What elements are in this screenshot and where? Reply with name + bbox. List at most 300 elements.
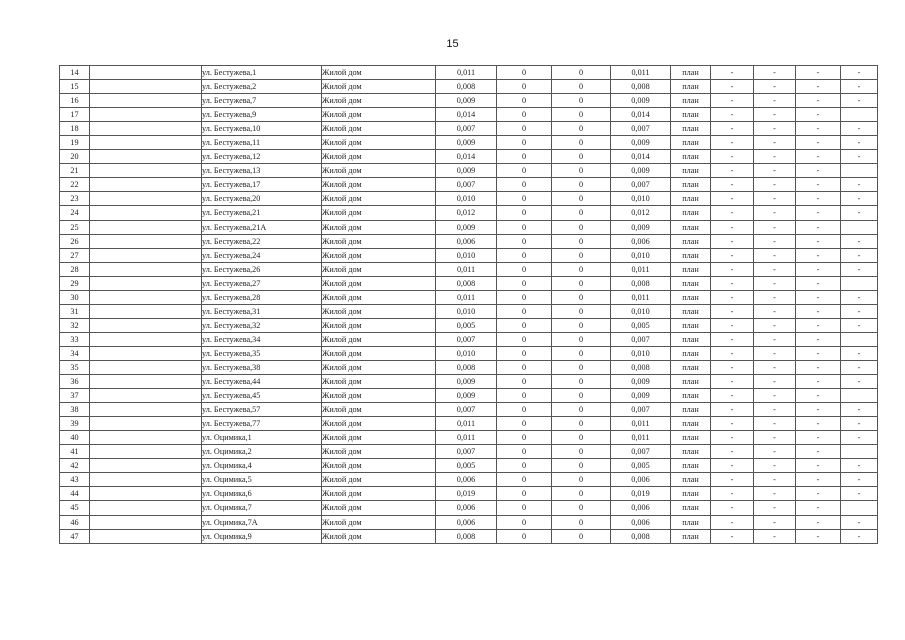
object-type-cell: Жилой дом <box>322 304 436 318</box>
dash-4-cell: - <box>841 318 878 332</box>
value-3-cell: 0 <box>552 445 611 459</box>
dash-1-cell: - <box>711 122 754 136</box>
object-type-cell: Жилой дом <box>322 375 436 389</box>
dash-4-cell <box>841 164 878 178</box>
table-row <box>60 360 878 374</box>
status-cell: план <box>671 276 711 290</box>
address-cell: ул. Бестужева,31 <box>202 304 322 318</box>
value-1-cell: 0,012 <box>436 206 497 220</box>
dash-3-cell: - <box>796 318 841 332</box>
dash-4-cell: - <box>841 417 878 431</box>
value-2-cell: 0 <box>497 417 552 431</box>
object-type-cell: Жилой дом <box>322 178 436 192</box>
row-number-cell: 36 <box>60 375 90 389</box>
value-4-cell: 0,007 <box>611 445 671 459</box>
object-type-cell: Жилой дом <box>322 206 436 220</box>
dash-4-cell: - <box>841 515 878 529</box>
value-4-cell: 0,011 <box>611 290 671 304</box>
dash-3-cell: - <box>796 276 841 290</box>
value-1-cell: 0,010 <box>436 346 497 360</box>
object-type-cell: Жилой дом <box>322 417 436 431</box>
value-2-cell: 0 <box>497 501 552 515</box>
address-cell: ул. Бестужева,21 <box>202 206 322 220</box>
value-1-cell: 0,008 <box>436 360 497 374</box>
dash-3-cell: - <box>796 445 841 459</box>
address-cell: ул. Бестужева,24 <box>202 248 322 262</box>
dash-4-cell: - <box>841 206 878 220</box>
dash-3-cell: - <box>796 122 841 136</box>
dash-4-cell: - <box>841 136 878 150</box>
status-cell: план <box>671 529 711 543</box>
row-number-cell: 17 <box>60 108 90 122</box>
dash-4-cell: - <box>841 375 878 389</box>
status-cell: план <box>671 66 711 80</box>
dash-1-cell: - <box>711 150 754 164</box>
table-row <box>60 206 878 220</box>
dash-1-cell: - <box>711 136 754 150</box>
dash-2-cell: - <box>754 360 796 374</box>
value-2-cell: 0 <box>497 220 552 234</box>
object-type-cell: Жилой дом <box>322 80 436 94</box>
table-row <box>60 66 878 80</box>
address-cell: ул. Бестужева,7 <box>202 94 322 108</box>
table-row <box>60 304 878 318</box>
row-number-cell: 26 <box>60 234 90 248</box>
status-cell: план <box>671 346 711 360</box>
table-row <box>60 417 878 431</box>
row-number-cell: 47 <box>60 529 90 543</box>
dash-2-cell: - <box>754 150 796 164</box>
value-3-cell: 0 <box>552 262 611 276</box>
dash-3-cell: - <box>796 66 841 80</box>
status-cell: план <box>671 515 711 529</box>
status-cell: план <box>671 248 711 262</box>
dash-1-cell: - <box>711 445 754 459</box>
dash-3-cell: - <box>796 459 841 473</box>
address-cell: ул. Бестужева,12 <box>202 150 322 164</box>
status-cell: план <box>671 262 711 276</box>
address-cell: ул. Оцимика,6 <box>202 487 322 501</box>
empty-cell <box>90 346 202 360</box>
value-1-cell: 0,014 <box>436 108 497 122</box>
dash-2-cell: - <box>754 122 796 136</box>
dash-2-cell: - <box>754 431 796 445</box>
address-cell: ул. Бестужева,34 <box>202 332 322 346</box>
value-2-cell: 0 <box>497 304 552 318</box>
address-cell: ул. Бестужева,77 <box>202 417 322 431</box>
dash-4-cell: - <box>841 304 878 318</box>
table-row <box>60 473 878 487</box>
table-row <box>60 164 878 178</box>
object-type-cell: Жилой дом <box>322 290 436 304</box>
dash-2-cell: - <box>754 375 796 389</box>
empty-cell <box>90 375 202 389</box>
object-type-cell: Жилой дом <box>322 276 436 290</box>
dash-1-cell: - <box>711 108 754 122</box>
row-number-cell: 27 <box>60 248 90 262</box>
table-row <box>60 150 878 164</box>
dash-1-cell: - <box>711 332 754 346</box>
object-type-cell: Жилой дом <box>322 234 436 248</box>
value-4-cell: 0,005 <box>611 459 671 473</box>
dash-2-cell: - <box>754 192 796 206</box>
value-2-cell: 0 <box>497 389 552 403</box>
value-3-cell: 0 <box>552 375 611 389</box>
empty-cell <box>90 515 202 529</box>
status-cell: план <box>671 108 711 122</box>
value-1-cell: 0,011 <box>436 417 497 431</box>
dash-3-cell: - <box>796 206 841 220</box>
row-number-cell: 40 <box>60 431 90 445</box>
table-body <box>60 66 878 544</box>
value-4-cell: 0,009 <box>611 375 671 389</box>
value-1-cell: 0,006 <box>436 501 497 515</box>
row-number-cell: 39 <box>60 417 90 431</box>
status-cell: план <box>671 473 711 487</box>
status-cell: план <box>671 304 711 318</box>
value-3-cell: 0 <box>552 234 611 248</box>
empty-cell <box>90 431 202 445</box>
dash-3-cell: - <box>796 150 841 164</box>
value-3-cell: 0 <box>552 417 611 431</box>
object-type-cell: Жилой дом <box>322 108 436 122</box>
value-2-cell: 0 <box>497 445 552 459</box>
dash-1-cell: - <box>711 178 754 192</box>
address-cell: ул. Бестужева,2 <box>202 80 322 94</box>
dash-1-cell: - <box>711 515 754 529</box>
empty-cell <box>90 459 202 473</box>
value-1-cell: 0,011 <box>436 431 497 445</box>
address-cell: ул. Бестужева,32 <box>202 318 322 332</box>
empty-cell <box>90 445 202 459</box>
value-2-cell: 0 <box>497 122 552 136</box>
address-cell: ул. Оцимика,7 <box>202 501 322 515</box>
status-cell: план <box>671 403 711 417</box>
dash-1-cell: - <box>711 234 754 248</box>
dash-2-cell: - <box>754 178 796 192</box>
row-number-cell: 43 <box>60 473 90 487</box>
dash-1-cell: - <box>711 431 754 445</box>
value-1-cell: 0,009 <box>436 164 497 178</box>
row-number-cell: 21 <box>60 164 90 178</box>
value-4-cell: 0,011 <box>611 417 671 431</box>
dash-1-cell: - <box>711 375 754 389</box>
object-type-cell: Жилой дом <box>322 122 436 136</box>
value-3-cell: 0 <box>552 346 611 360</box>
table-row <box>60 403 878 417</box>
value-1-cell: 0,009 <box>436 220 497 234</box>
dash-4-cell: - <box>841 473 878 487</box>
value-3-cell: 0 <box>552 136 611 150</box>
dash-4-cell: - <box>841 346 878 360</box>
address-cell: ул. Оцимика,7А <box>202 515 322 529</box>
dash-3-cell: - <box>796 529 841 543</box>
empty-cell <box>90 360 202 374</box>
dash-3-cell: - <box>796 360 841 374</box>
value-2-cell: 0 <box>497 346 552 360</box>
value-1-cell: 0,007 <box>436 403 497 417</box>
value-1-cell: 0,005 <box>436 318 497 332</box>
status-cell: план <box>671 445 711 459</box>
dash-2-cell: - <box>754 220 796 234</box>
value-2-cell: 0 <box>497 318 552 332</box>
dash-4-cell: - <box>841 403 878 417</box>
value-2-cell: 0 <box>497 375 552 389</box>
dash-1-cell: - <box>711 459 754 473</box>
object-type-cell: Жилой дом <box>322 445 436 459</box>
status-cell: план <box>671 234 711 248</box>
value-4-cell: 0,007 <box>611 178 671 192</box>
empty-cell <box>90 318 202 332</box>
dash-2-cell: - <box>754 473 796 487</box>
row-number-cell: 38 <box>60 403 90 417</box>
value-1-cell: 0,014 <box>436 150 497 164</box>
dash-4-cell: - <box>841 234 878 248</box>
dash-2-cell: - <box>754 80 796 94</box>
value-4-cell: 0,009 <box>611 94 671 108</box>
value-2-cell: 0 <box>497 459 552 473</box>
empty-cell <box>90 501 202 515</box>
table-row <box>60 332 878 346</box>
dash-4-cell: - <box>841 122 878 136</box>
value-3-cell: 0 <box>552 360 611 374</box>
dash-1-cell: - <box>711 318 754 332</box>
value-3-cell: 0 <box>552 164 611 178</box>
row-number-cell: 31 <box>60 304 90 318</box>
address-cell: ул. Оцимика,4 <box>202 459 322 473</box>
value-3-cell: 0 <box>552 248 611 262</box>
address-cell: ул. Бестужева,45 <box>202 389 322 403</box>
value-4-cell: 0,006 <box>611 234 671 248</box>
status-cell: план <box>671 220 711 234</box>
value-3-cell: 0 <box>552 206 611 220</box>
table-row <box>60 234 878 248</box>
dash-4-cell: - <box>841 192 878 206</box>
row-number-cell: 16 <box>60 94 90 108</box>
value-3-cell: 0 <box>552 332 611 346</box>
value-4-cell: 0,011 <box>611 262 671 276</box>
row-number-cell: 20 <box>60 150 90 164</box>
object-type-cell: Жилой дом <box>322 529 436 543</box>
status-cell: план <box>671 360 711 374</box>
value-1-cell: 0,011 <box>436 66 497 80</box>
dash-4-cell: - <box>841 459 878 473</box>
table-row <box>60 94 878 108</box>
dash-3-cell: - <box>796 192 841 206</box>
dash-1-cell: - <box>711 487 754 501</box>
dash-3-cell: - <box>796 80 841 94</box>
dash-4-cell <box>841 501 878 515</box>
value-4-cell: 0,014 <box>611 150 671 164</box>
value-4-cell: 0,007 <box>611 403 671 417</box>
dash-3-cell: - <box>796 417 841 431</box>
object-type-cell: Жилой дом <box>322 459 436 473</box>
row-number-cell: 45 <box>60 501 90 515</box>
dash-3-cell: - <box>796 346 841 360</box>
dash-2-cell: - <box>754 108 796 122</box>
value-1-cell: 0,010 <box>436 304 497 318</box>
value-4-cell: 0,010 <box>611 304 671 318</box>
row-number-cell: 37 <box>60 389 90 403</box>
value-2-cell: 0 <box>497 206 552 220</box>
dash-4-cell: - <box>841 487 878 501</box>
value-2-cell: 0 <box>497 136 552 150</box>
dash-4-cell <box>841 332 878 346</box>
value-3-cell: 0 <box>552 94 611 108</box>
empty-cell <box>90 94 202 108</box>
dash-2-cell: - <box>754 262 796 276</box>
dash-3-cell: - <box>796 108 841 122</box>
value-1-cell: 0,019 <box>436 487 497 501</box>
value-4-cell: 0,008 <box>611 276 671 290</box>
dash-2-cell: - <box>754 318 796 332</box>
value-4-cell: 0,005 <box>611 318 671 332</box>
dash-2-cell: - <box>754 248 796 262</box>
value-4-cell: 0,009 <box>611 164 671 178</box>
value-2-cell: 0 <box>497 108 552 122</box>
table-row <box>60 136 878 150</box>
status-cell: план <box>671 431 711 445</box>
page-number: 15 <box>446 38 459 50</box>
dash-4-cell: - <box>841 80 878 94</box>
empty-cell <box>90 108 202 122</box>
dash-4-cell <box>841 276 878 290</box>
empty-cell <box>90 248 202 262</box>
status-cell: план <box>671 80 711 94</box>
object-type-cell: Жилой дом <box>322 389 436 403</box>
value-4-cell: 0,011 <box>611 431 671 445</box>
table-row <box>60 487 878 501</box>
object-type-cell: Жилой дом <box>322 318 436 332</box>
status-cell: план <box>671 417 711 431</box>
value-1-cell: 0,010 <box>436 192 497 206</box>
empty-cell <box>90 332 202 346</box>
row-number-cell: 28 <box>60 262 90 276</box>
dash-2-cell: - <box>754 164 796 178</box>
value-3-cell: 0 <box>552 80 611 94</box>
dash-1-cell: - <box>711 417 754 431</box>
row-number-cell: 25 <box>60 220 90 234</box>
row-number-cell: 42 <box>60 459 90 473</box>
empty-cell <box>90 487 202 501</box>
dash-4-cell: - <box>841 150 878 164</box>
dash-1-cell: - <box>711 192 754 206</box>
value-2-cell: 0 <box>497 248 552 262</box>
empty-cell <box>90 276 202 290</box>
dash-3-cell: - <box>796 487 841 501</box>
table-row <box>60 248 878 262</box>
table-row <box>60 220 878 234</box>
value-1-cell: 0,006 <box>436 515 497 529</box>
dash-2-cell: - <box>754 529 796 543</box>
empty-cell <box>90 178 202 192</box>
value-1-cell: 0,006 <box>436 234 497 248</box>
value-1-cell: 0,005 <box>436 459 497 473</box>
object-type-cell: Жилой дом <box>322 136 436 150</box>
value-2-cell: 0 <box>497 290 552 304</box>
object-type-cell: Жилой дом <box>322 346 436 360</box>
value-1-cell: 0,007 <box>436 178 497 192</box>
dash-3-cell: - <box>796 248 841 262</box>
dash-1-cell: - <box>711 501 754 515</box>
dash-4-cell: - <box>841 529 878 543</box>
table-row <box>60 192 878 206</box>
status-cell: план <box>671 501 711 515</box>
value-3-cell: 0 <box>552 276 611 290</box>
value-3-cell: 0 <box>552 459 611 473</box>
dash-3-cell: - <box>796 262 841 276</box>
empty-cell <box>90 234 202 248</box>
object-type-cell: Жилой дом <box>322 487 436 501</box>
empty-cell <box>90 389 202 403</box>
empty-cell <box>90 262 202 276</box>
table-row <box>60 529 878 543</box>
empty-cell <box>90 529 202 543</box>
value-4-cell: 0,012 <box>611 206 671 220</box>
row-number-cell: 32 <box>60 318 90 332</box>
object-type-cell: Жилой дом <box>322 332 436 346</box>
table-row <box>60 262 878 276</box>
value-2-cell: 0 <box>497 360 552 374</box>
dash-3-cell: - <box>796 403 841 417</box>
dash-3-cell: - <box>796 375 841 389</box>
address-cell: ул. Бестужева,21А <box>202 220 322 234</box>
value-1-cell: 0,009 <box>436 375 497 389</box>
dash-2-cell: - <box>754 206 796 220</box>
value-3-cell: 0 <box>552 389 611 403</box>
value-2-cell: 0 <box>497 403 552 417</box>
status-cell: план <box>671 459 711 473</box>
object-type-cell: Жилой дом <box>322 403 436 417</box>
address-cell: ул. Бестужева,28 <box>202 290 322 304</box>
dash-4-cell: - <box>841 262 878 276</box>
address-cell: ул. Бестужева,27 <box>202 276 322 290</box>
row-number-cell: 23 <box>60 192 90 206</box>
dash-1-cell: - <box>711 80 754 94</box>
status-cell: план <box>671 150 711 164</box>
status-cell: план <box>671 192 711 206</box>
value-3-cell: 0 <box>552 403 611 417</box>
row-number-cell: 15 <box>60 80 90 94</box>
address-cell: ул. Бестужева,22 <box>202 234 322 248</box>
value-3-cell: 0 <box>552 192 611 206</box>
table-row <box>60 431 878 445</box>
value-2-cell: 0 <box>497 150 552 164</box>
value-2-cell: 0 <box>497 164 552 178</box>
empty-cell <box>90 80 202 94</box>
object-type-cell: Жилой дом <box>322 94 436 108</box>
value-4-cell: 0,019 <box>611 487 671 501</box>
dash-3-cell: - <box>796 220 841 234</box>
data-table <box>59 65 878 544</box>
object-type-cell: Жилой дом <box>322 248 436 262</box>
dash-1-cell: - <box>711 276 754 290</box>
value-3-cell: 0 <box>552 108 611 122</box>
status-cell: план <box>671 318 711 332</box>
table-row <box>60 318 878 332</box>
row-number-cell: 19 <box>60 136 90 150</box>
row-number-cell: 46 <box>60 515 90 529</box>
status-cell: план <box>671 136 711 150</box>
value-4-cell: 0,008 <box>611 80 671 94</box>
dash-4-cell <box>841 389 878 403</box>
dash-4-cell: - <box>841 248 878 262</box>
row-number-cell: 29 <box>60 276 90 290</box>
empty-cell <box>90 66 202 80</box>
dash-1-cell: - <box>711 66 754 80</box>
empty-cell <box>90 220 202 234</box>
value-2-cell: 0 <box>497 332 552 346</box>
